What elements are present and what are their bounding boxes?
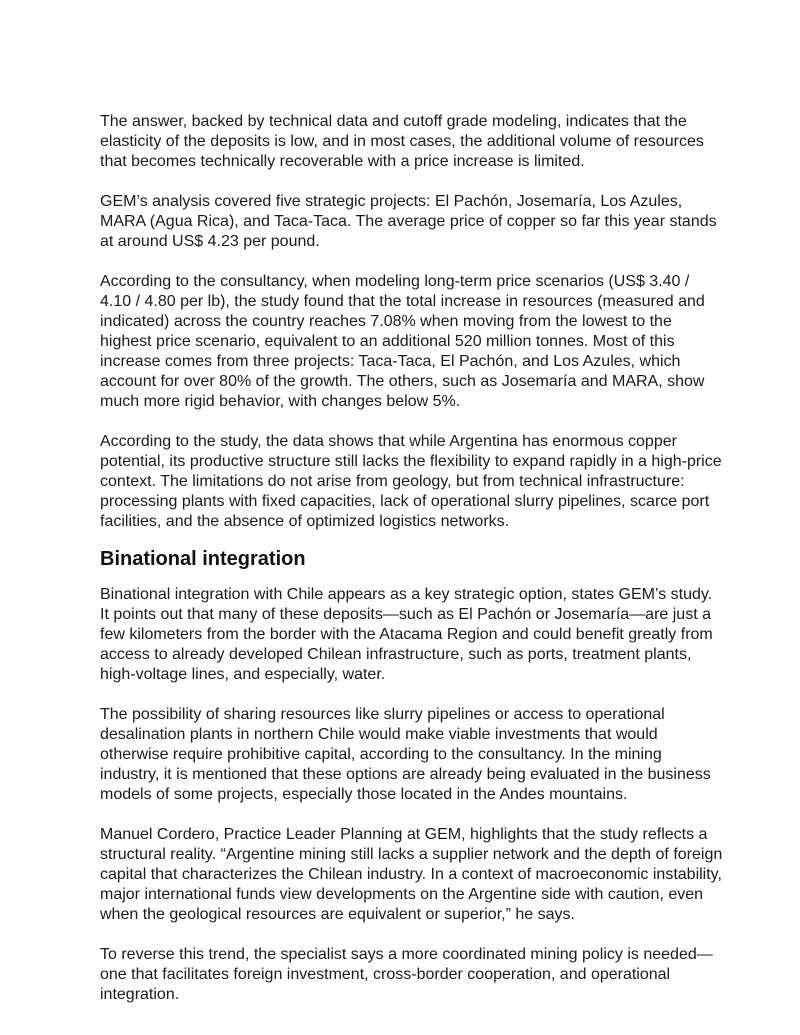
text-line: highest price scenario, equivalent to an additional 520 million tonnes. Most of this: [100, 333, 675, 350]
text-line: According to the consultancy, when modeling long-term price scenarios (US$ 3.40 /: [100, 273, 690, 290]
text-line: models of some projects, especially those located in the Andes mountains.: [100, 786, 628, 803]
text-line: high-voltage lines, and especially, water.: [100, 666, 386, 683]
paragraph: [100, 432, 800, 532]
text-line: few kilometers from the border with the Atacama Region and could benefit greatly from: [100, 626, 713, 643]
section-heading: Binational integration: [100, 548, 306, 570]
text-line: Manuel Cordero, Practice Leader Planning at GEM, highlights that the study reflects a: [100, 826, 708, 843]
text-line: indicated) across the country reaches 7.08% when moving from the lowest to the: [100, 313, 672, 330]
text-line: when the geological resources are equivalent or superior,” he says.: [100, 906, 575, 923]
text-line: The possibility of sharing resources like slurry pipelines or access to operational: [100, 706, 665, 723]
text-line: GEM’s analysis covered five strategic projects: El Pachón, Josemaría, Los Azules,: [100, 193, 683, 210]
text-line: that becomes technically recoverable with a price increase is limited.: [100, 153, 585, 170]
text-line: increase comes from three projects: Taca-Taca, El Pachón, and Los Azules, which: [100, 353, 681, 370]
text-line: one that facilitates foreign investment, cross-border cooperation, and operational: [100, 966, 671, 983]
paragraph: [100, 272, 800, 412]
text-line: 4.10 / 4.80 per lb), the study found that the total increase in resources (measured and: [100, 293, 705, 310]
paragraph: [100, 945, 800, 1005]
paragraph: [100, 825, 800, 925]
text-line: To reverse this trend, the specialist says a more coordinated mining policy is needed—: [100, 946, 713, 963]
paragraphs-before-heading: [100, 112, 800, 532]
text-line: capital that characterizes the Chilean industry. In a context of macroeconomic instability,: [100, 866, 722, 883]
text-line: at around US$ 4.23 per pound.: [100, 233, 320, 250]
text-line: According to the study, the data shows that while Argentina has enormous copper: [100, 433, 677, 450]
text-line: elasticity of the deposits is low, and in most cases, the additional volume of resources: [100, 133, 704, 150]
text-line: industry, it is mentioned that these options are already being evaluated in the business: [100, 766, 711, 783]
paragraph: [100, 112, 800, 172]
text-line: integration.: [100, 986, 180, 1003]
text-line: access to already developed Chilean infrastructure, such as ports, treatment plants,: [100, 646, 692, 663]
text-line: It points out that many of these deposits—such as El Pachón or Josemaría—are just a: [100, 606, 711, 623]
text-line: potential, its productive structure still lacks the flexibility to expand rapidly in a high-price: [100, 453, 722, 470]
paragraph: [100, 585, 800, 685]
text-line: The answer, backed by technical data and cutoff grade modeling, indicates that the: [100, 113, 687, 130]
paragraphs-after-heading: [100, 585, 800, 1005]
text-line: desalination plants in northern Chile would make viable investments that would: [100, 726, 658, 743]
text-line: facilities, and the absence of optimized logistics networks.: [100, 513, 510, 530]
text-line: account for over 80% of the growth. The others, such as Josemaría and MARA, show: [100, 373, 705, 390]
paragraph: [100, 705, 800, 805]
text-line: major international funds view developments on the Argentine side with caution, even: [100, 886, 704, 903]
text-line: MARA (Agua Rica), and Taca-Taca. The average price of copper so far this year stands: [100, 213, 717, 230]
paragraph: [100, 192, 800, 252]
text-line: structural reality. “Argentine mining still lacks a supplier network and the depth of foreign: [100, 846, 723, 863]
text-line: Binational integration with Chile appears as a key strategic option, states GEM’s study.: [100, 586, 713, 603]
text-line: context. The limitations do not arise from geology, but from technical infrastructure:: [100, 473, 685, 490]
text-line: much more rigid behavior, with changes below 5%.: [100, 393, 461, 410]
text-line: processing plants with fixed capacities, lack of operational slurry pipelines, scarce port: [100, 493, 710, 510]
text-line: otherwise require prohibitive capital, according to the consultancy. In the mining: [100, 746, 662, 763]
